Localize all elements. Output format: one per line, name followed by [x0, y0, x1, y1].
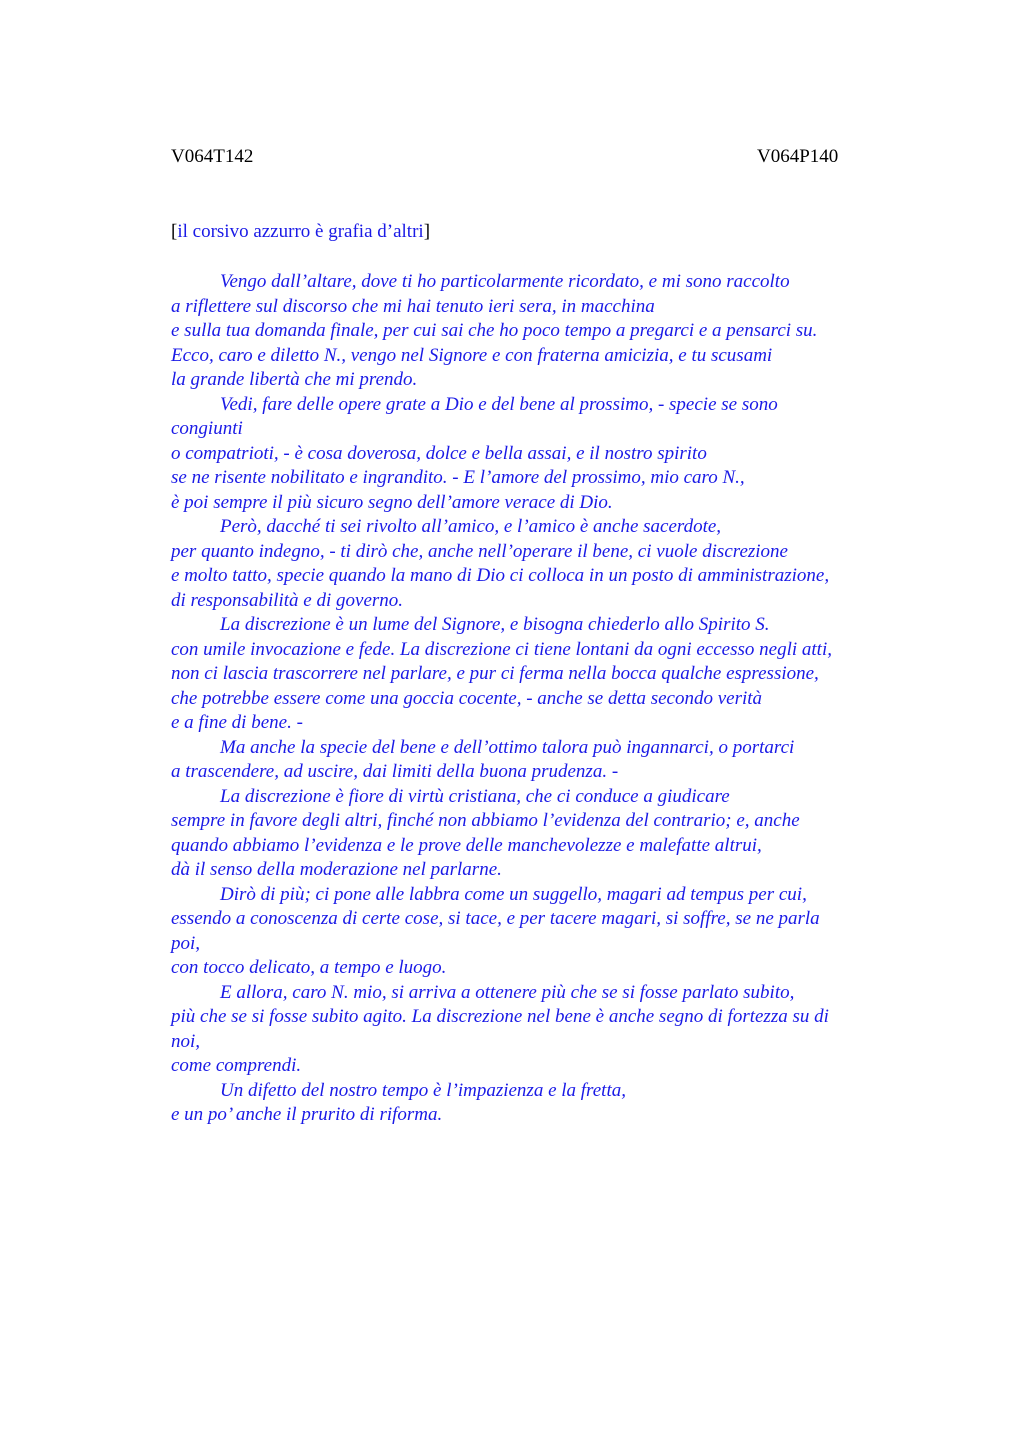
- text-line: per quanto indegno, - ti dirò che, anche nell’operare il bene, ci vuole discrezione: [171, 540, 788, 562]
- header-right-code: V064P140: [757, 146, 839, 167]
- text-line: Vedi, fare delle opere grate a Dio e del bene al prossimo, - specie se sono: [220, 393, 778, 415]
- note-open-bracket: [: [171, 221, 178, 242]
- text-line: Ecco, caro e diletto N., vengo nel Signore e con fraterna amicizia, e tu scusami: [171, 344, 773, 366]
- text-line: a trascendere, ad uscire, dai limiti della buona prudenza. -: [171, 761, 619, 782]
- text-line: più che se si fosse subito agito. La discrezione nel bene è anche segno di fortezza su di: [171, 1006, 829, 1027]
- text-line: poi,: [171, 932, 201, 954]
- header-left-code: V064T142: [171, 146, 254, 167]
- text-line: è poi sempre il più sicuro segno dell’amore verace di Dio.: [171, 491, 613, 513]
- text-line: con umile invocazione e fede. La discrezione ci tiene lontani da ogni eccesso negli atti,: [171, 638, 832, 660]
- text-line: la grande libertà che mi prendo.: [171, 369, 418, 390]
- text-line: sempre in favore degli altri, finché non abbiamo l’evidenza del contrario; e, anche: [171, 810, 800, 831]
- text-line: come comprendi.: [171, 1055, 302, 1076]
- text-line: a riflettere sul discorso che mi hai tenuto ieri sera, in macchina: [171, 295, 655, 317]
- text-line: E allora, caro N. mio, si arriva a ottenere più che se si fosse parlato subito,: [220, 981, 795, 1003]
- text-line: quando abbiamo l’evidenza e le prove delle manchevolezze e malefatte altrui,: [171, 834, 762, 856]
- text-line: non ci lascia trascorrere nel parlare, e pur ci ferma nella bocca qualche espressione,: [171, 663, 819, 684]
- text-line: La discrezione è un lume del Signore, e bisogna chiederlo allo Spirito S.: [220, 614, 770, 635]
- text-line: e un po’ anche il prurito di riforma.: [171, 1104, 443, 1125]
- note-text: il corsivo azzurro è grafia d’altri: [177, 221, 424, 242]
- text-line: Ma anche la specie del bene e dell’ottimo talora può ingannarci, o portarci: [220, 736, 795, 758]
- text-line: congiunti: [171, 418, 243, 439]
- text-line: che potrebbe essere come una goccia cocente, - anche se detta secondo verità: [171, 687, 763, 709]
- text-line: e a fine di bene. -: [171, 712, 303, 733]
- text-line: dà il senso della moderazione nel parlarne.: [171, 859, 502, 880]
- text-line: Un difetto del nostro tempo è l’impazienza e la fretta,: [220, 1079, 626, 1101]
- text-line: e molto tatto, specie quando la mano di Dio ci colloca in un posto di amministrazione,: [171, 565, 830, 586]
- editorial-note: [171, 221, 430, 243]
- letter-body: [171, 270, 901, 1128]
- text-line: di responsabilità e di governo.: [171, 589, 404, 611]
- text-line: La discrezione è fiore di virtù cristiana, che ci conduce a giudicare: [220, 785, 730, 807]
- text-line: essendo a conoscenza di certe cose, si tace, e per tacere magari, si soffre, se ne parla: [171, 908, 820, 929]
- text-line: con tocco delicato, a tempo e luogo.: [171, 957, 447, 978]
- text-line: Dirò di più; ci pone alle labbra come un suggello, magari ad tempus per cui,: [220, 883, 807, 905]
- text-line: Però, dacché ti sei rivolto all’amico, e l’amico è anche sacerdote,: [220, 516, 722, 537]
- text-line: Vengo dall’altare, dove ti ho particolarmente ricordato, e mi sono raccolto: [220, 271, 790, 292]
- text-line: noi,: [171, 1030, 201, 1052]
- text-line: e sulla tua domanda finale, per cui sai che ho poco tempo a pregarci e a pensarci su.: [171, 320, 818, 341]
- text-line: se ne risente nobilitato e ingrandito. - E l’amore del prossimo, mio caro N.,: [171, 467, 745, 488]
- note-close-bracket: ]: [423, 221, 431, 242]
- text-line: o compatrioti, - è cosa doverosa, dolce e bella assai, e il nostro spirito: [171, 442, 707, 464]
